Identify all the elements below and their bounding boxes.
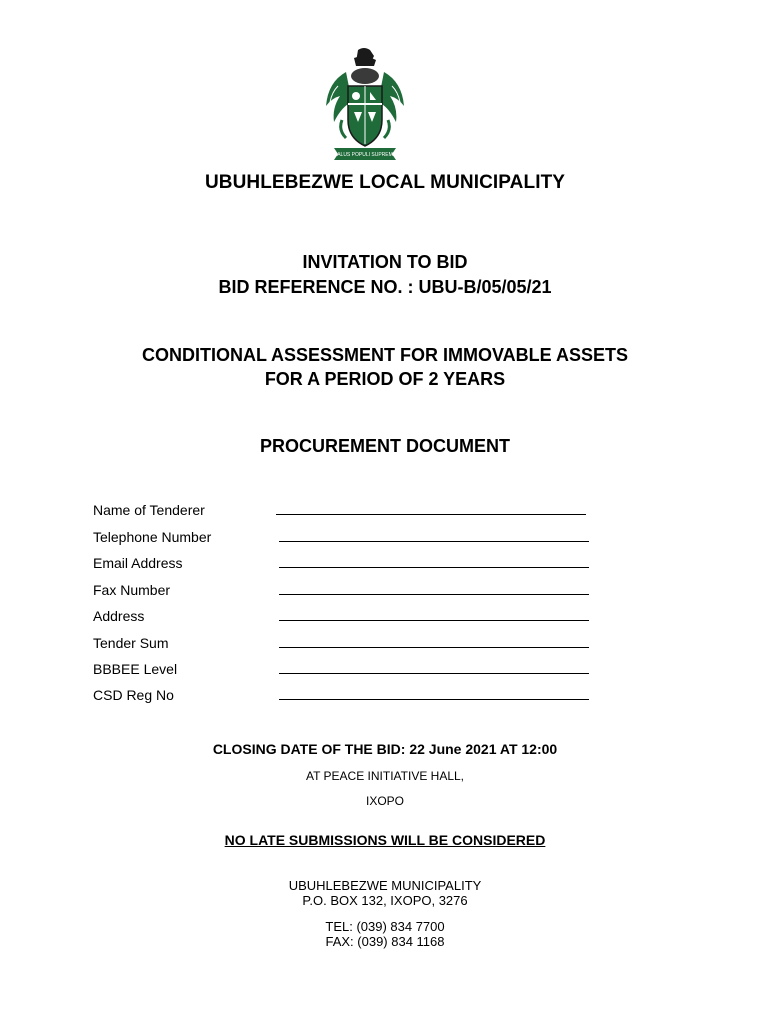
field-blank-line[interactable] bbox=[279, 687, 589, 700]
contact-fax: FAX: (039) 834 1168 bbox=[325, 934, 445, 949]
field-bbbee-level bbox=[93, 661, 593, 679]
project-title-line2: FOR A PERIOD OF 2 YEARS bbox=[264, 369, 506, 389]
document-title: PROCUREMENT DOCUMENT bbox=[260, 436, 510, 456]
field-label: Email Address bbox=[93, 555, 183, 571]
late-submission-warning: NO LATE SUBMISSIONS WILL BE CONSIDERED bbox=[224, 832, 546, 848]
field-csd-reg-no bbox=[93, 687, 593, 705]
contact-name: UBUHLEBEZWE MUNICIPALITY bbox=[288, 878, 482, 893]
municipality-title: UBUHLEBEZWE LOCAL MUNICIPALITY bbox=[204, 172, 566, 193]
field-email-address bbox=[93, 555, 593, 573]
field-label: Name of Tenderer bbox=[93, 502, 205, 518]
svg-text:SALUS POPULI SUPREMA: SALUS POPULI SUPREMA bbox=[333, 152, 397, 158]
invitation-title: INVITATION TO BID bbox=[302, 252, 468, 272]
field-label: Address bbox=[93, 608, 145, 624]
bid-reference: BID REFERENCE NO. : UBU-B/05/05/21 bbox=[218, 277, 552, 297]
field-fax-number bbox=[93, 582, 593, 600]
field-label: CSD Reg No bbox=[93, 687, 174, 703]
project-title-line1: CONDITIONAL ASSESSMENT FOR IMMOVABLE ASSETS bbox=[141, 345, 629, 365]
field-label: Fax Number bbox=[93, 582, 171, 598]
closing-town: IXOPO bbox=[365, 794, 404, 808]
field-label: Telephone Number bbox=[93, 529, 212, 545]
closing-venue: AT PEACE INITIATIVE HALL, bbox=[305, 769, 465, 783]
field-name-of-tenderer bbox=[93, 502, 593, 520]
contact-postal-address: P.O. BOX 132, IXOPO, 3276 bbox=[302, 893, 468, 908]
field-label: BBBEE Level bbox=[93, 661, 178, 677]
field-tender-sum bbox=[93, 635, 593, 653]
field-blank-line[interactable] bbox=[279, 529, 589, 542]
field-blank-line[interactable] bbox=[279, 555, 589, 568]
contact-telephone: TEL: (039) 834 7700 bbox=[325, 919, 445, 934]
closing-date: CLOSING DATE OF THE BID: 22 June 2021 AT 12:00 bbox=[212, 741, 558, 757]
field-telephone-number bbox=[93, 529, 593, 547]
field-address bbox=[93, 608, 593, 626]
field-blank-line[interactable] bbox=[279, 582, 589, 595]
field-label: Tender Sum bbox=[93, 635, 169, 651]
field-blank-line[interactable] bbox=[279, 608, 589, 621]
field-blank-line[interactable] bbox=[279, 661, 589, 674]
field-blank-line[interactable] bbox=[276, 502, 586, 515]
field-blank-line[interactable] bbox=[279, 635, 589, 648]
municipal-crest-logo bbox=[318, 46, 412, 166]
